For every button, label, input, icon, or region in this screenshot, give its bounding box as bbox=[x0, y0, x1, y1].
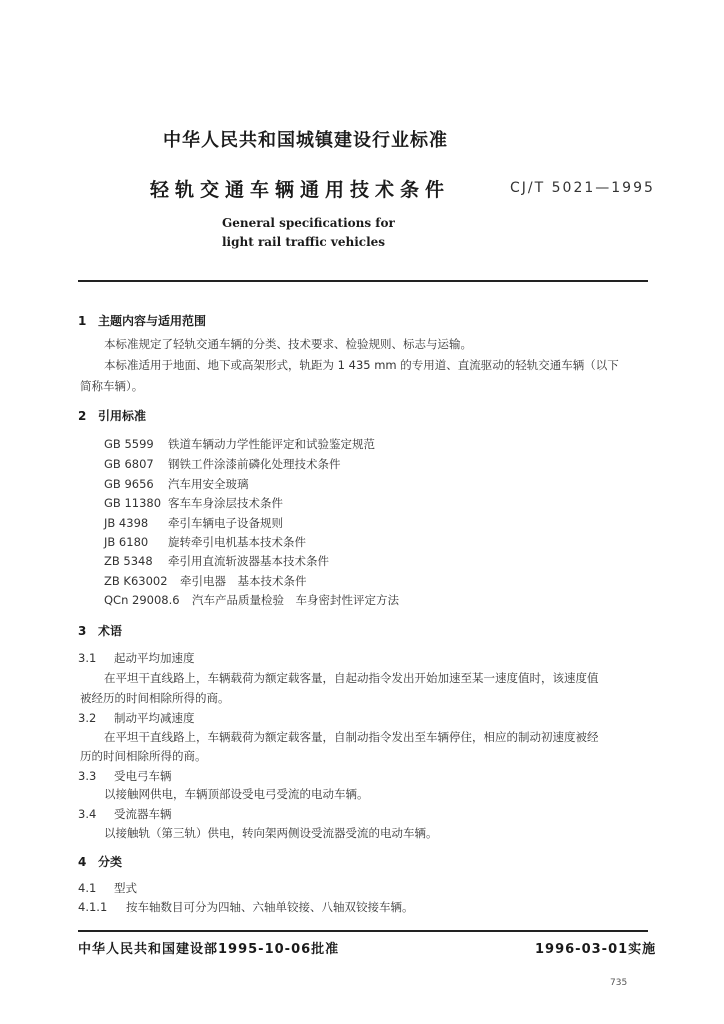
subsection-number: 3.4 bbox=[78, 807, 97, 821]
issuing-organization: 中华人民共和国城镇建设行业标准 bbox=[163, 130, 448, 151]
standard-name: 汽车用安全玻璃 bbox=[168, 477, 249, 491]
paragraph: 以接触网供电，车辆顶部设受电弓受流的电动车辆。 bbox=[104, 787, 369, 801]
referenced-standard bbox=[104, 573, 307, 589]
paragraph: 在平坦干直线路上，车辆载荷为额定载客量，自制动指令发出至车辆停住，相应的制动初速度被经 bbox=[104, 730, 599, 744]
standard-number: GB 6807 bbox=[104, 457, 154, 471]
subsection-title: 制动平均减速度 bbox=[114, 711, 195, 725]
standard-name: 钢铁工件涂漆前磷化处理技术条件 bbox=[168, 457, 341, 471]
standard-name: 旋转牵引电机基本技术条件 bbox=[168, 535, 306, 549]
section-4-heading bbox=[78, 853, 122, 870]
section-title: 引用标准 bbox=[98, 409, 147, 423]
subsection-title: 起动平均加速度 bbox=[114, 651, 195, 665]
term-3-4-heading bbox=[78, 806, 172, 822]
subsection-4-1-heading bbox=[78, 880, 137, 896]
referenced-standard bbox=[104, 534, 306, 550]
subsection-number: 4.1.1 bbox=[78, 900, 108, 914]
referenced-standard bbox=[104, 436, 375, 452]
footer-divider bbox=[78, 930, 648, 932]
section-number: 2 bbox=[78, 409, 87, 423]
paragraph-continuation: 历的时间相除所得的商。 bbox=[80, 749, 207, 763]
standard-number: JB 6180 bbox=[104, 535, 149, 549]
page-number: 735 bbox=[610, 978, 628, 988]
subsection-number: 3.3 bbox=[78, 769, 97, 783]
section-title: 术语 bbox=[98, 624, 123, 638]
subsection-title: 受电弓车辆 bbox=[114, 769, 172, 783]
paragraph-continuation: 被经历的时间相除所得的商。 bbox=[80, 691, 230, 705]
standard-name: 牵引用直流斩波器基本技术条件 bbox=[168, 554, 329, 568]
term-3-2-heading bbox=[78, 710, 195, 726]
standard-number: ZB 5348 bbox=[104, 554, 153, 568]
english-title-line1: General specifications for bbox=[222, 216, 395, 230]
section-title: 主题内容与适用范围 bbox=[98, 314, 207, 328]
standard-number: GB 11380 bbox=[104, 496, 162, 510]
referenced-standard bbox=[104, 456, 341, 472]
implementation-date: 1996-03-01实施 bbox=[535, 942, 657, 957]
subsection-4-1-1 bbox=[78, 899, 414, 915]
subsection-title: 型式 bbox=[114, 881, 137, 895]
standard-name: 铁道车辆动力学性能评定和试验鉴定规范 bbox=[168, 437, 375, 451]
standard-code: CJ/T 5021—1995 bbox=[510, 180, 655, 196]
section-2-heading bbox=[78, 407, 146, 424]
section-number: 3 bbox=[78, 624, 87, 638]
standard-number: GB 5599 bbox=[104, 437, 154, 451]
standard-number: GB 9656 bbox=[104, 477, 154, 491]
standard-name: 客车车身涂层技术条件 bbox=[168, 496, 283, 510]
paragraph: 以接触轨（第三轨）供电，转向架两侧设受流器受流的电动车辆。 bbox=[104, 826, 438, 840]
referenced-standard bbox=[104, 476, 249, 492]
approval-note: 中华人民共和国建设部1995-10-06批准 bbox=[78, 942, 340, 957]
section-1-heading bbox=[78, 312, 206, 329]
english-title-line2: light rail traffic vehicles bbox=[222, 235, 386, 249]
referenced-standard bbox=[104, 515, 283, 531]
subsection-title: 受流器车辆 bbox=[114, 807, 172, 821]
standard-number: ZB K63002 bbox=[104, 574, 168, 588]
standard-number: JB 4398 bbox=[104, 516, 149, 530]
section-number: 4 bbox=[78, 855, 87, 869]
subsection-number: 3.2 bbox=[78, 711, 97, 725]
paragraph: 本标准规定了轻轨交通车辆的分类、技术要求、检验规则、标志与运输。 bbox=[104, 337, 472, 351]
paragraph: 本标准适用于地面、地下或高架形式，轨距为 1 435 mm 的专用道、直流驱动的轻轨交通车辆（以下 bbox=[104, 358, 619, 372]
subsection-number: 3.1 bbox=[78, 651, 97, 665]
paragraph-continuation: 简称车辆）。 bbox=[80, 379, 144, 393]
term-3-1-heading bbox=[78, 650, 195, 666]
standard-name: 牵引车辆电子设备规则 bbox=[168, 516, 283, 530]
referenced-standard bbox=[104, 495, 283, 511]
section-number: 1 bbox=[78, 314, 87, 328]
section-3-heading bbox=[78, 622, 122, 639]
standard-name: 牵引电器 基本技术条件 bbox=[180, 574, 307, 588]
term-3-3-heading bbox=[78, 768, 172, 784]
subsection-number: 4.1 bbox=[78, 881, 97, 895]
section-title: 分类 bbox=[98, 855, 123, 869]
header-divider bbox=[78, 280, 648, 282]
subsection-text: 按车轴数目可分为四轴、六轴单铰接、八轴双铰接车辆。 bbox=[126, 900, 414, 914]
standard-name: 汽车产品质量检验 车身密封性评定方法 bbox=[192, 593, 399, 607]
standard-title: 轻轨交通车辆通用技术条件 bbox=[150, 179, 451, 201]
paragraph: 在平坦干直线路上，车辆载荷为额定载客量，自起动指令发出开始加速至某一速度值时，该速度值 bbox=[104, 671, 599, 685]
standard-number: QCn 29008.6 bbox=[104, 593, 180, 607]
referenced-standard bbox=[104, 592, 399, 608]
referenced-standard bbox=[104, 553, 329, 569]
